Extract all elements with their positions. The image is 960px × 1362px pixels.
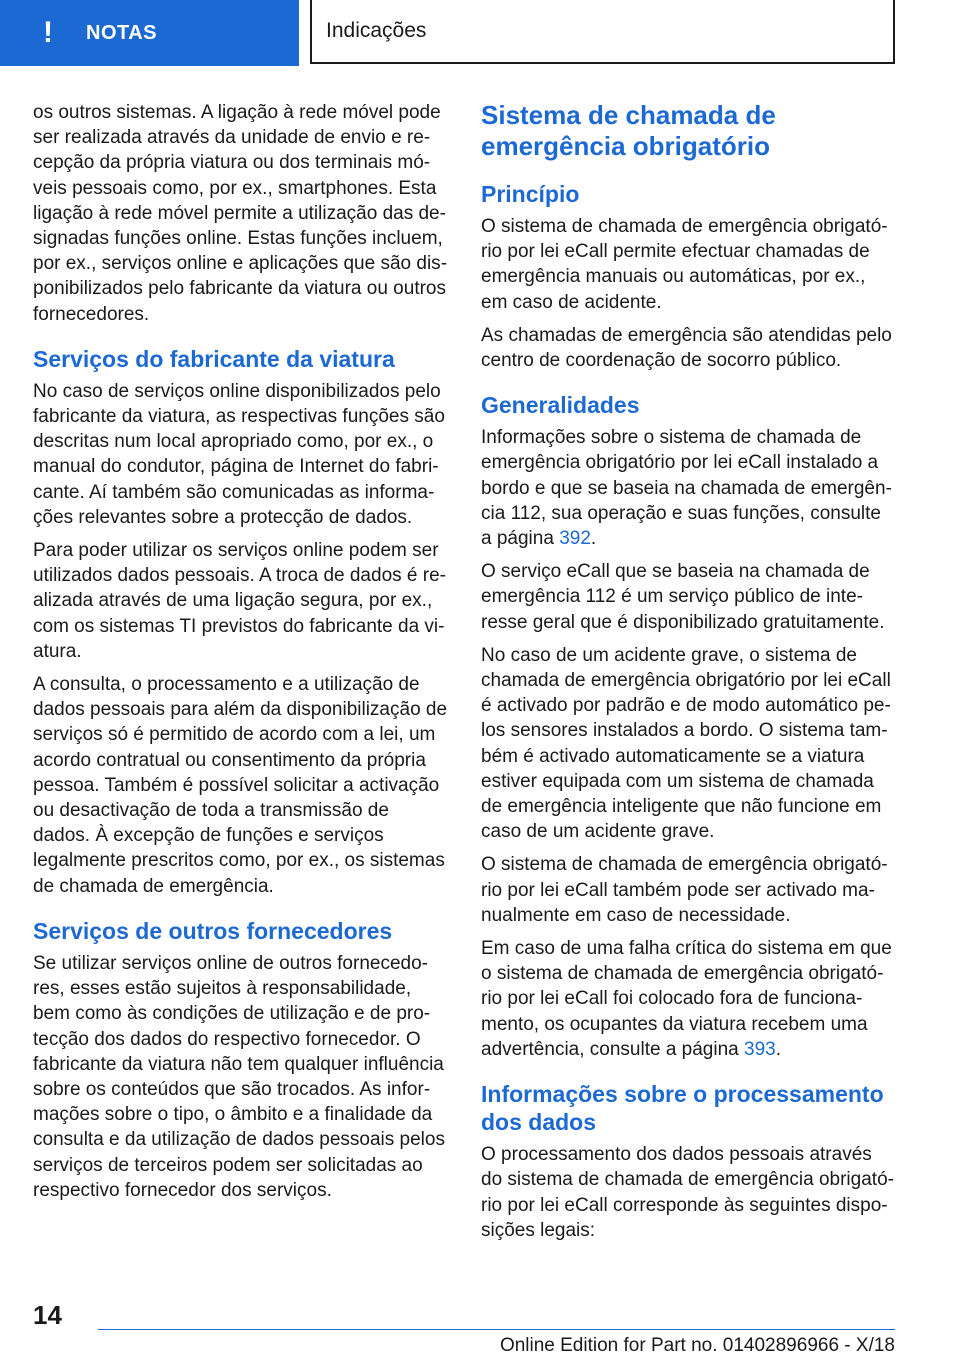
section-heading: Princípio [481, 181, 580, 207]
section-heading: Generalidades [481, 392, 640, 419]
paragraph: Se utilizar serviços online de outros fornecedores, esses estão sujeitos à responsabilidade, bem como às condições de utilização e de protecção dos dados do respectivo fornecedor. O fabricante da viatura não tem qualquer influência sobre os conteúdos que são trocados. As informações sobre o tipo, o âmbito e a finalidade da consulta e da utilização de dados pessoais pelos serviços de terceiros podem ser solicitadas ao respectivo fornecedor dos serviços. [33, 952, 445, 1201]
left-column [33, 100, 448, 1211]
exclamation-icon: ! [43, 16, 53, 49]
paragraph: Para poder utilizar os serviços online podem ser utilizados dados pessoais. A troca de dados é realizada através de uma ligação segura, por ex., com os sistemas TI previstos do fabricante da viatura. [33, 540, 446, 662]
section-heading: Serviços de outros fornecedores [33, 917, 393, 944]
paragraph [481, 425, 896, 551]
section-label: Indicações [326, 19, 427, 42]
page-link-393[interactable]: 393 [744, 1038, 776, 1060]
paragraph-end: . [590, 528, 597, 550]
paragraph: A consulta, o processamento e a utilização de dados pessoais para além da disponibilização de serviços só é permitido de acordo com a lei, um acordo contratual ou consentimento da própria pessoa. Também é possível solicitar a activação ou desactivação de toda a transmissão de dados. À excepção de funções e serviços legalmente prescritos como, por ex., os sistemas de chamada de emergência. [33, 674, 448, 897]
paragraph-text: Informações sobre o sistema de chamada de emergência obrigatório por lei eCall instalado a bordo e que se baseia na chamada de emergência 112, sua operação e suas funções, consulte a página [481, 427, 892, 550]
paragraph: No caso de um acidente grave, o sistema de chamada de emergência obrigatório por lei eCall é activado por padrão e de modo automático pelos sensores instalados a bordo. O sistema também é activado automaticamente se a viatura estiver equipada com um sistema de chamada de emergência inteligente que não funcione em caso de um acidente grave. [481, 644, 891, 843]
paragraph: As chamadas de emergência são atendidas pelo centro de coordenação de socorro público. [481, 324, 892, 372]
paragraph: O sistema de chamada de emergência obrigatório por lei eCall também pode ser activado manualmente em caso de necessidade. [481, 854, 888, 926]
paragraph: O processamento dos dados pessoais através do sistema de chamada de emergência obrigatório por lei eCall corresponde às seguintes disposições legais: [481, 1144, 894, 1241]
chapter-title: Sistema de chamada de emergência obrigatório [481, 100, 776, 161]
footer-divider [98, 1329, 895, 1330]
paragraph-end: . [775, 1038, 781, 1060]
paragraph-text: Em caso de uma falha crítica do sistema em que o sistema de chamada de emergência obrigatório por lei eCall foi colocado fora de funcionamento, os ocupantes da viatura recebem uma advertência, consulte a página [481, 938, 892, 1060]
paragraph [481, 936, 896, 1062]
paragraph: O serviço eCall que se baseia na chamada de emergência 112 é um serviço público de interesse geral que é disponibilizado gratuitamente. [481, 561, 885, 633]
edition-footer: Online Edition for Part no. 01402896966 - X/18 [499, 1335, 895, 1356]
paragraph: os outros sistemas. A ligação à rede móvel pode ser realizada através da unidade de envio e recepção da própria viatura ou dos terminais móveis pessoais como, por ex., smartphones. Esta ligação à rede móvel permite a utilização das designadas funções online. Estas funções incluem, por ex., serviços online e aplicações que são disponibilizados pelo fabricante da viatura ou outros fornecedores. [33, 102, 448, 325]
page-header [0, 0, 960, 66]
notes-tab [0, 0, 299, 66]
page-link-392[interactable]: 392 [559, 528, 591, 550]
section-heading: Serviços do fabricante da viatura [33, 345, 395, 372]
page-number: 14 [33, 1300, 62, 1330]
notes-label: NOTAS [86, 21, 158, 44]
paragraph: No caso de serviços online disponibilizados pelo fabricante da viatura, as respectivas funções são descritas num local apropriado como, por ex., o manual do condutor, página de Internet do fabricante. Aí também são comunicadas as informações relevantes sobre a protecção de dados. [33, 380, 445, 528]
section-tab [310, 0, 895, 64]
right-column [481, 100, 896, 1251]
paragraph: O sistema de chamada de emergência obrigatório por lei eCall permite efectuar chamadas de emergência manuais ou automáticas, por ex., em caso de acidente. [481, 216, 888, 313]
section-heading: Informações sobre o processamento dos dados [481, 1081, 884, 1136]
